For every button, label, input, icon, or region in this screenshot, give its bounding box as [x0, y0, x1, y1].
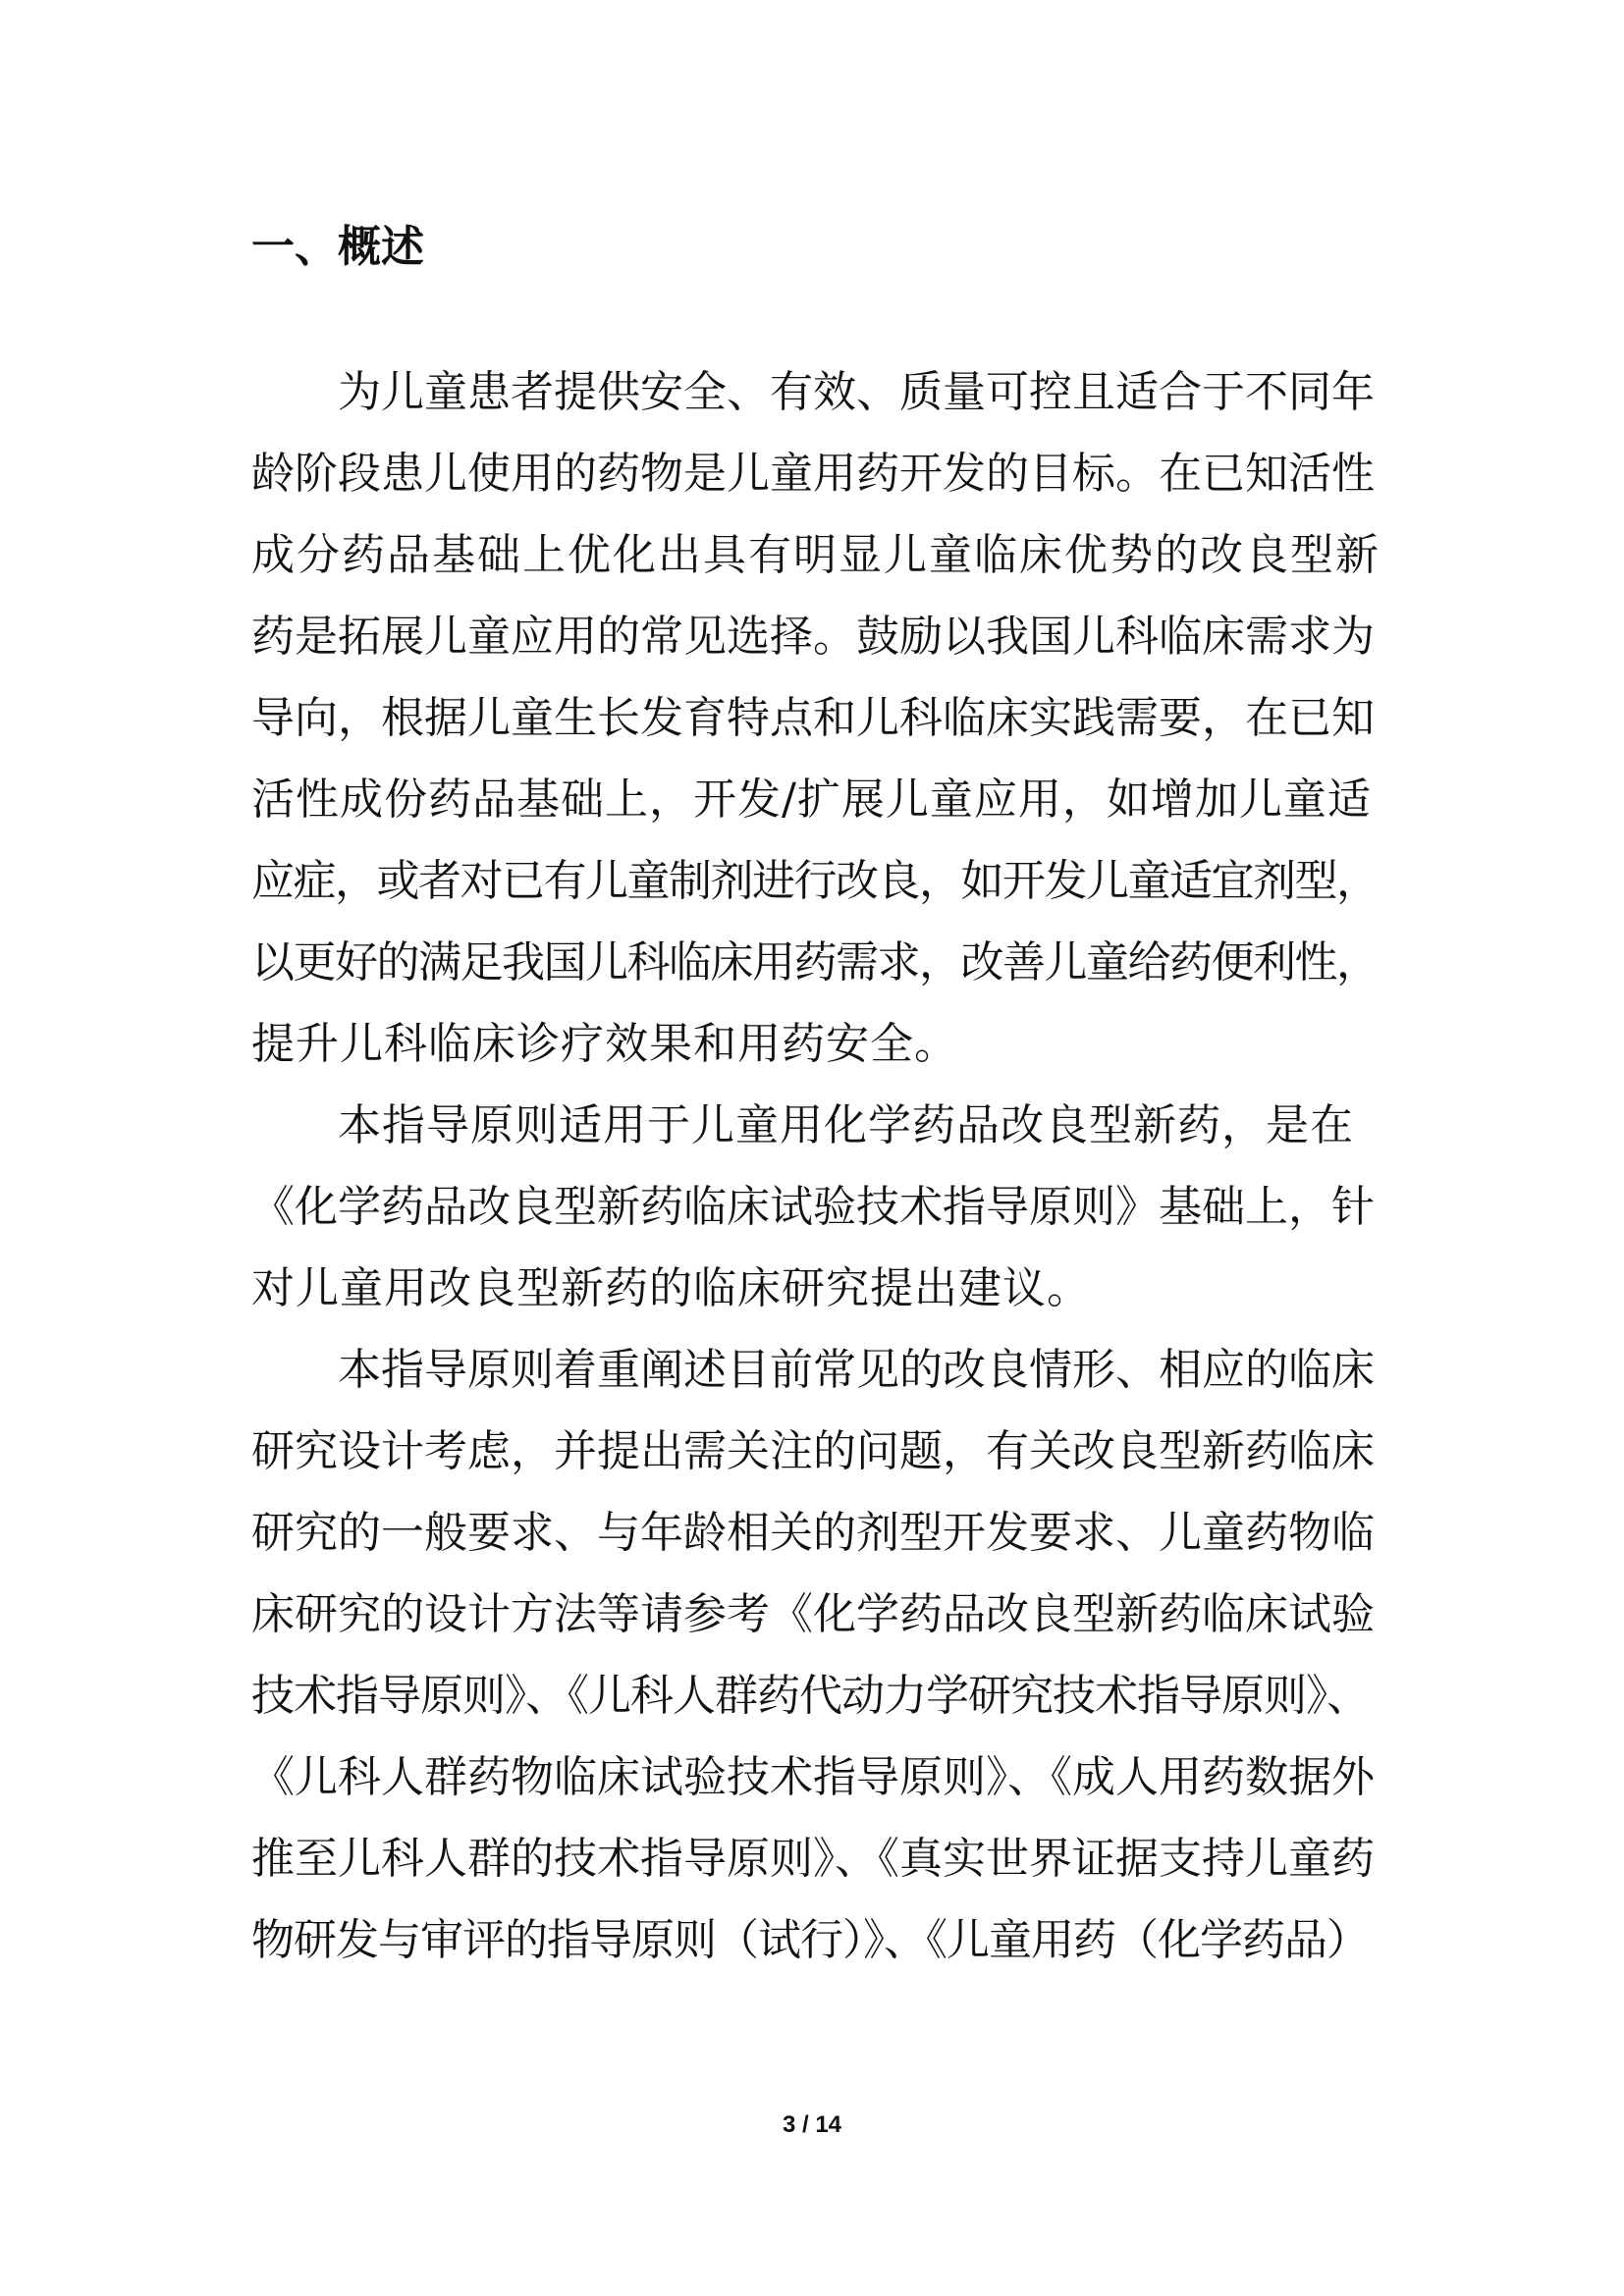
paragraph-line: 对儿童用改良型新药的临床研究提出建议。 [251, 1263, 1091, 1313]
paragraph-line: 推至儿科人群的技术指导原则》、《真实世界证据支持儿童药 [251, 1834, 1375, 1884]
page-number: 3 / 14 [782, 2111, 842, 2138]
paragraph-line: 活性成份药品基础上，开发/扩展儿童应用，如增加儿童适 [251, 774, 1372, 825]
paragraph-line: 本指导原则适用于儿童用化学药品改良型新药，是在 [338, 1100, 1354, 1150]
paragraph-line: 导向，根据儿童生长发育特点和儿科临床实践需要，在已知 [251, 693, 1375, 743]
paragraph-line: 提升儿科临床诊疗效果和用药安全。 [251, 1019, 958, 1069]
paragraph-line: 技术指导原则》、《儿科人群药代动力学研究技术指导原则》、 [251, 1671, 1369, 1721]
paragraph-line: 研究的一般要求、与年龄相关的剂型开发要求、儿童药物临 [251, 1508, 1375, 1558]
paragraph-line: 成分药品基础上优化出具有明显儿童临床优势的改良型新 [251, 530, 1380, 580]
paragraph-line: 以更好的满足我国儿科临床用药需求，改善儿童给药便利性， [251, 937, 1379, 988]
paragraph-line: 应症，或者对已有儿童制剂进行改良，如开发儿童适宜剂型， [251, 856, 1379, 906]
paragraph-line: 为儿童患者提供安全、有效、质量可控且适合于不同年 [338, 367, 1375, 417]
paragraph-line: 药是拓展儿童应用的常见选择。鼓励以我国儿科临床需求为 [251, 612, 1375, 662]
paragraph-line: 研究设计考虑，并提出需关注的问题，有关改良型新药临床 [251, 1426, 1375, 1476]
paragraph-line: 《儿科人群药物临床试验技术指导原则》、《成人用药数据外 [251, 1752, 1375, 1802]
paragraph-line: 床研究的设计方法等请参考《化学药品改良型新药临床试验 [251, 1589, 1375, 1639]
section-heading: 一、概述 [251, 222, 424, 272]
paragraph-line: 本指导原则着重阐述目前常见的改良情形、相应的临床 [338, 1345, 1375, 1395]
paragraph-line: 《化学药品改良型新药临床试验技术指导原则》基础上，针 [251, 1182, 1375, 1232]
paragraph-line: 龄阶段患儿使用的药物是儿童用药开发的目标。在已知活性 [251, 449, 1375, 499]
paragraph-line: 物研发与审评的指导原则（试行）》、《儿童用药（化学药品） [251, 1915, 1369, 1965]
body-text [251, 351, 1380, 1981]
